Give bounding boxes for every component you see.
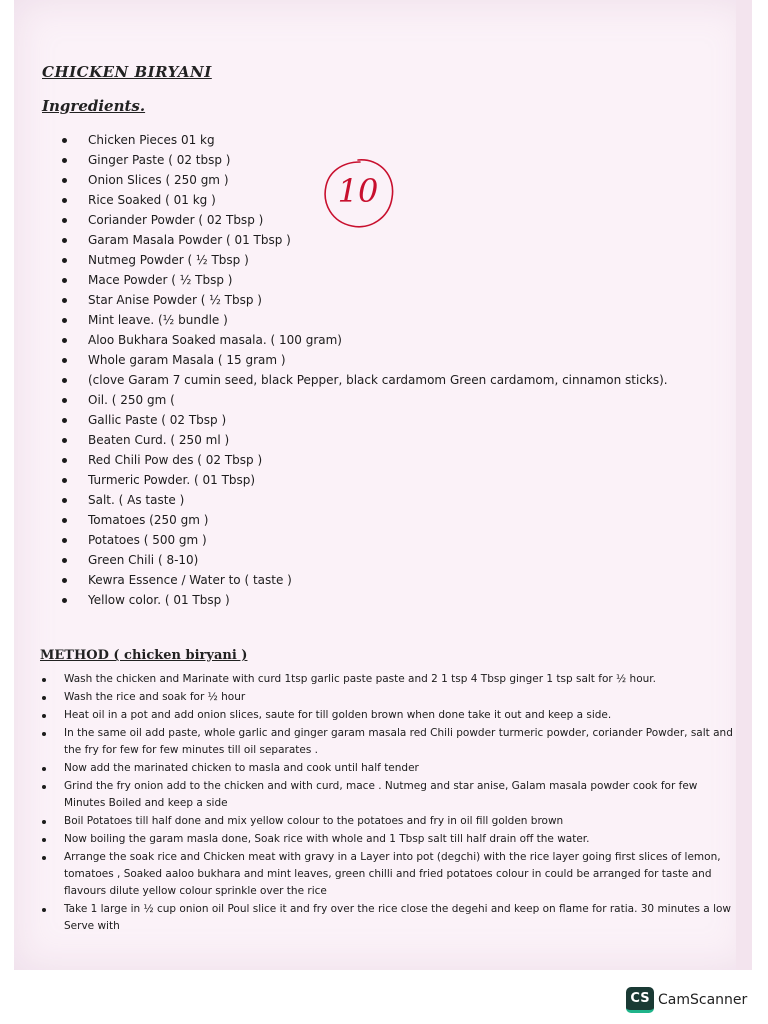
method-step: In the same oil add paste, whole garlic and ginger garam masala red Chili powder turmeric powder, coriander Powder, salt and the fry for few for few minutes till oil separates . [40,725,740,759]
ingredient-item: Tomatoes (250 gm ) [62,510,668,530]
ingredient-item: Whole garam Masala ( 15 gram ) [62,350,668,370]
method-step: Now add the marinated chicken to masla and cook until half tender [40,760,740,777]
camscanner-watermark [626,986,747,1014]
ingredient-item: Rice Soaked ( 01 kg ) [62,190,668,210]
method-list [40,671,740,936]
ingredient-item: Onion Slices ( 250 gm ) [62,170,668,190]
ingredient-item: Red Chili Pow des ( 02 Tbsp ) [62,450,668,470]
method-step: Wash the rice and soak for ½ hour [40,689,740,706]
ingredient-item: Green Chili ( 8-10) [62,550,668,570]
method-heading: METHOD ( chicken biryani ) [40,648,248,663]
ingredient-item: Beaten Curd. ( 250 ml ) [62,430,668,450]
method-step: Grind the fry onion add to the chicken and with curd, mace . Nutmeg and star anise, Galam masala powder cook for few Minutes Boiled and keep a side [40,778,740,812]
ingredient-item: Coriander Powder ( 02 Tbsp ) [62,210,668,230]
ingredient-item: Turmeric Powder. ( 01 Tbsp) [62,470,668,490]
recipe-title: CHICKEN BIRYANI [42,63,212,81]
ingredient-item: Chicken Pieces 01 kg [62,130,668,150]
ingredient-item: Yellow color. ( 01 Tbsp ) [62,590,668,610]
ingredient-item: Mace Powder ( ½ Tbsp ) [62,270,668,290]
method-step: Wash the chicken and Marinate with curd 1tsp garlic paste paste and 2 1 tsp 4 Tbsp ginger 1 tsp salt for ½ hour. [40,671,740,688]
ingredient-item: Garam Masala Powder ( 01 Tbsp ) [62,230,668,250]
ingredient-item: Ginger Paste ( 02 tbsp ) [62,150,668,170]
ingredient-item: Potatoes ( 500 gm ) [62,530,668,550]
method-step: Heat oil in a pot and add onion slices, saute for till golden brown when done take it out and keep a side. [40,707,740,724]
ingredient-item: Kewra Essence / Water to ( taste ) [62,570,668,590]
camscanner-logo-icon: CS [626,987,654,1013]
ingredients-heading: Ingredients. [42,97,146,115]
ingredient-item: Mint leave. (½ bundle ) [62,310,668,330]
ingredient-item: Oil. ( 250 gm ( [62,390,668,410]
ingredient-item: Aloo Bukhara Soaked masala. ( 100 gram) [62,330,668,350]
ingredient-item: Star Anise Powder ( ½ Tbsp ) [62,290,668,310]
grade-mark [318,154,398,234]
camscanner-label: CamScanner [658,992,748,1008]
ingredient-item: (clove Garam 7 cumin seed, black Pepper, black cardamom Green cardamom, cinnamon sticks). [62,370,668,390]
ingredient-item: Nutmeg Powder ( ½ Tbsp ) [62,250,668,270]
method-step: Arrange the soak rice and Chicken meat with gravy in a Layer into pot (degchi) with the rice layer going first slices of lemon, tomatoes , Soaked aaloo bukhara and mint leaves, green chilli and fried potatoes colour in could be arranged for taste and flavours dilute yellow colour sprinkle over the rice [40,849,740,900]
method-step: Now boiling the garam masla done, Soak rice with whole and 1 Tbsp salt till half drain off the water. [40,831,740,848]
ingredient-item: Salt. ( As taste ) [62,490,668,510]
method-step: Boil Potatoes till half done and mix yellow colour to the potatoes and fry in oil fill golden brown [40,813,740,830]
grade-value: 10 [337,172,379,210]
ingredient-item: Gallic Paste ( 02 Tbsp ) [62,410,668,430]
method-step: Take 1 large in ½ cup onion oil Poul slice it and fry over the rice close the degehi and keep on flame for ratia. 30 minutes a low Serve with [40,901,740,935]
